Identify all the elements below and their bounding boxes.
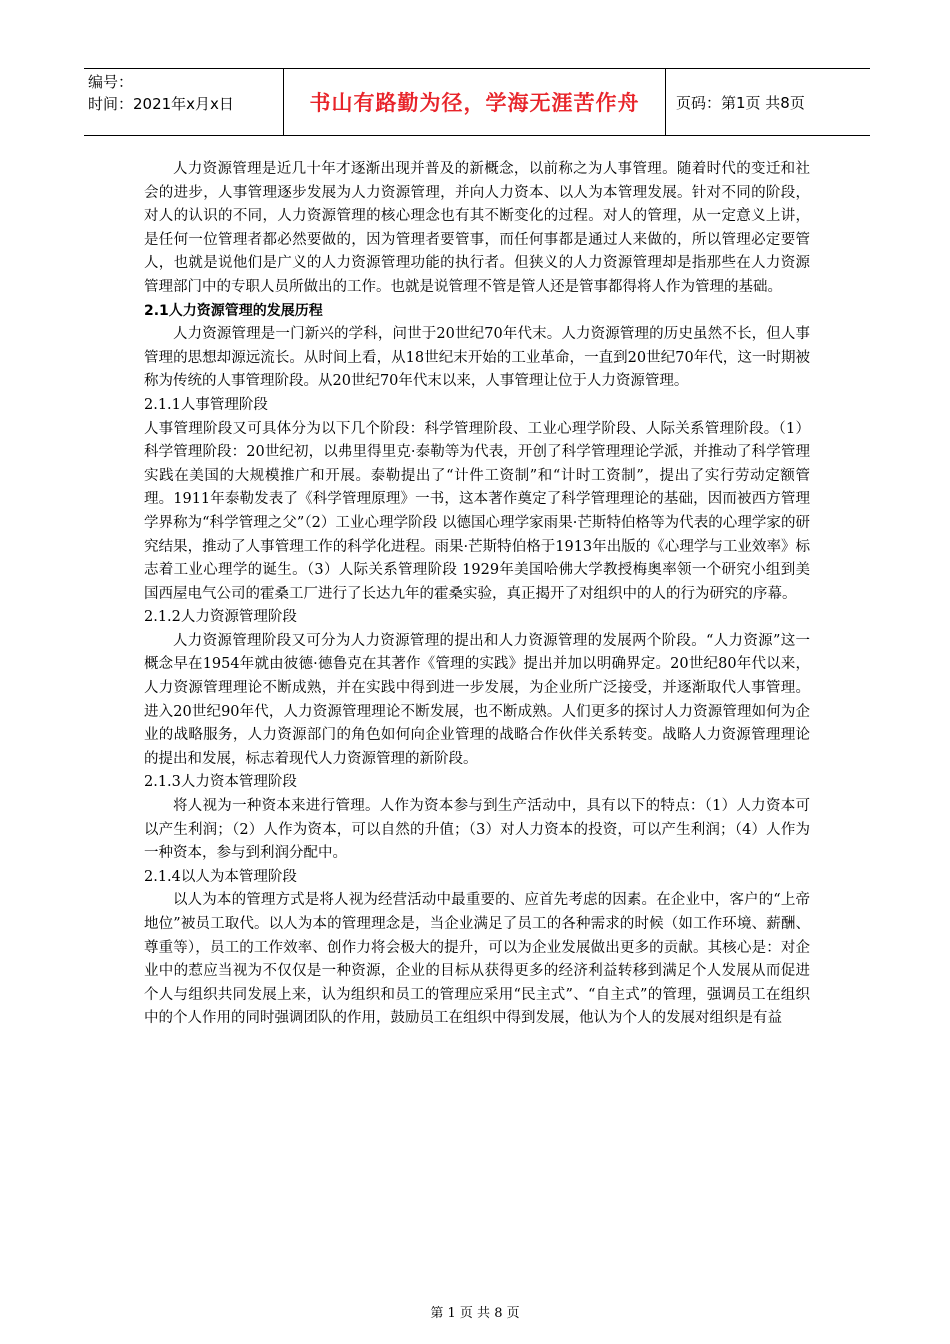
paragraph-personnel-stage: 人事管理阶段又可具体分为以下几个阶段：科学管理阶段、工业心理学阶段、人际关系管理阶段。（1）科学管理阶段：20世纪初，以弗里得里克·泰勒等为代表，开创了科学管理理论学派，并推动了科学管理实践在美国的大规模推广和开展。泰勒提出了“计件工资制”和“计时工资制”，提出了实行劳动定额管理。1911年泰勒发表了《科学管理原理》一书，这本著作奠定了科学管理理论的基础，因而被西方管理学界称为“科学管理之父”（2）工业心理学阶段 以德国心理学家雨果·芒斯特伯格等为代表的心理学家的研究结果，推动了人事管理工作的科学化进程。雨果·芒斯特伯格于1913年出版的《心理学与工业效率》标志着工业心理学的诞生。（3）人际关系管理阶段 1929年美国哈佛大学教授梅奥率领一个研究小组到美国西屋电气公司的霍桑工厂进行了长达九年的霍桑实验，真正揭开了对组织中的人的行为研究的序幕。 — [144, 420, 810, 602]
paragraph-hr-stage: 人力资源管理阶段又可分为人力资源管理的提出和人力资源管理的发展两个阶段。“人力资源”这一概念早在1954年就由彼德·德鲁克在其著作《管理的实践》提出并加以明确界定。20世纪80年代以来，人力资源管理理论不断成熟，并在实践中得到进一步发展，为企业所广泛接受，并逐渐取代人事管理。进入20世纪90年代，人力资源管理理论不断发展，也不断成熟。人们更多的探讨人力资源管理如何为企业的战略服务，人力资源部门的角色如何向企业管理的战略合作伙伴关系转变。战略人力资源管理理论的提出和发展，标志着现代人力资源管理的新阶段。 — [144, 632, 810, 767]
page-header — [84, 68, 870, 136]
paragraph-people-oriented: 以人为本的管理方式是将人视为经营活动中最重要的、应首先考虑的因素。在企业中，客户的“上帝地位”被员工取代。以人为本的管理理念是，当企业满足了员工的各种需求的时候（如工作环境、薪酬、尊重等），员工的工作效率、创作力将会极大的提升，可以为企业发展做出更多的贡献。其核心是：对企业中的惹应当视为不仅仅是一种资源，企业的目标从获得更多的经济利益转移到满足个人发展从而促进个人与组织共同发展上来，认为组织和员工的管理应采用“民主式”、“自主式”的管理，强调员工在组织中的个人作用的同时强调团队的作用，鼓励员工在组织中得到发展，他认为个人的发展对组织是有益 — [144, 892, 810, 1027]
paragraph-human-capital: 将人视为一种资本来进行管理。人作为资本参与到生产活动中，具有以下的特点：（1）人力资本可以产生利润；（2）人作为资本，可以自然的升值；（3）对人力资本的投资，可以产生利润；（4）人作为一种资本，参与到利润分配中。 — [144, 798, 810, 862]
header-page-info: 页码：第1页 共8页 — [676, 93, 805, 112]
document-body — [144, 158, 810, 1031]
header-motto: 书山有路勤为径，学海无涯苦作舟 — [284, 69, 666, 135]
section-heading-2-1-3: 2.1.3人力资本管理阶段 — [144, 774, 297, 791]
paragraph-history: 人力资源管理是一门新兴的学科，问世于20世纪70年代末。人力资源管理的历史虽然不长，但人事管理的思想却源远流长。从时间上看，从18世纪末开始的工业革命，一直到20世纪70年代，这一时期被称为传统的人事管理阶段。从20世纪70年代末以来，人事管理让位于人力资源管理。 — [144, 326, 810, 390]
paragraph-intro: 人力资源管理是近几十年才逐渐出现并普及的新概念，以前称之为人事管理。随着时代的变迁和社会的进步，人事管理逐步发展为人力资源管理，并向人力资本、以人为本管理发展。针对不同的阶段，对人的认识的不同，人力资源管理的核心理念也有其不断变化的过程。对人的管理，从一定意义上讲，是任何一位管理者都必然要做的，因为管理者要管事，而任何事都是通过人来做的，所以管理必定要管人，也就是说他们是广义的人力资源管理功能的执行者。但狭义的人力资源管理却是指那些在人力资源管理部门中的专职人员所做出的工作。也就是说管理不管是管人还是管事都得将人作为管理的基础。 — [144, 161, 810, 295]
section-heading-2-1-1: 2.1.1人事管理阶段 — [144, 396, 268, 413]
document-number-label: 编号： — [88, 73, 134, 91]
section-heading-2-1-2: 2.1.2人力资源管理阶段 — [144, 609, 297, 626]
document-date-label: 时间：2021年x月x日 — [88, 95, 234, 113]
section-heading-2-1: 2.1人力资源管理的发展历程 — [144, 302, 323, 319]
page-footer: 第 1 页 共 8 页 — [430, 1306, 520, 1321]
section-heading-2-1-4: 2.1.4以人为本管理阶段 — [144, 868, 297, 885]
header-left-cell — [84, 69, 284, 135]
